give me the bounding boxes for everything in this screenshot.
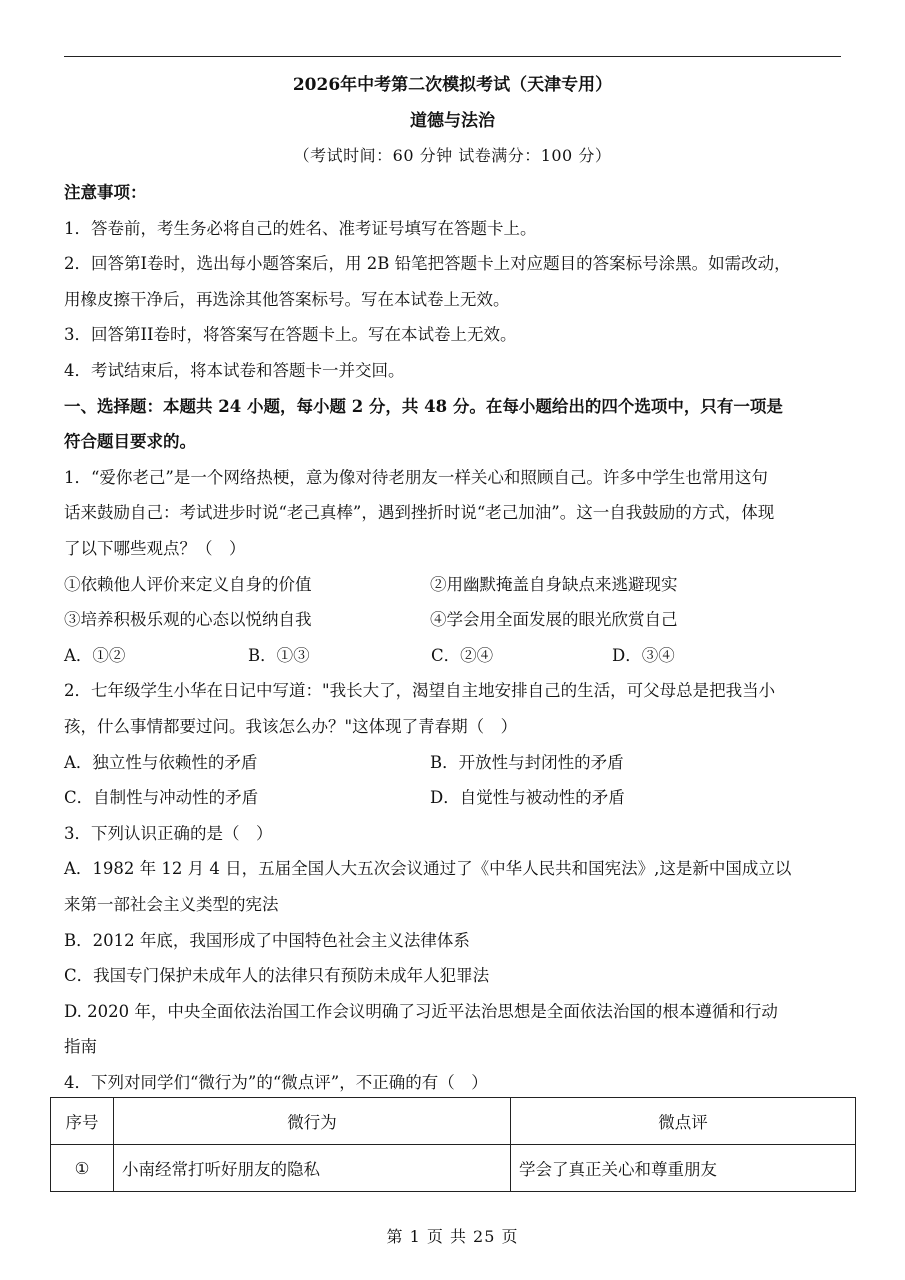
exam-meta: （考试时间：60 分钟 试卷满分：100 分） — [293, 146, 612, 165]
page-footer: 第 1 页 共 25 页 — [386, 1227, 519, 1246]
q2-option-c[interactable]: C．自制性与冲动性的矛盾 — [64, 788, 259, 807]
q2-option-a[interactable]: A．独立性与依赖性的矛盾 — [64, 753, 258, 772]
q1-statement: ③培养积极乐观的心态以悦纳自我 — [64, 610, 312, 629]
q1-stem: 了以下哪些观点？（ ） — [64, 539, 246, 558]
notice-item: 3．回答第II卷时，将答案写在答题卡上。写在本试卷上无效。 — [64, 325, 517, 344]
q3-option-d[interactable]: D. 2020 年，中央全面依法治国工作会议明确了习近平法治思想是全面依法治国的根本遵循和行动 — [64, 1002, 778, 1021]
q3-option-a-cont: 来第一部社会主义类型的宪法 — [64, 895, 279, 914]
col-header-comment: 微点评 — [511, 1098, 856, 1145]
section-heading: 一、选择题：本题共 24 小题，每小题 2 分，共 48 分。在每小题给出的四个选项中，只有一项是 — [64, 397, 783, 416]
col-header-index: 序号 — [51, 1098, 114, 1145]
subject-title: 道德与法治 — [410, 111, 495, 131]
table-header-row — [51, 1098, 856, 1145]
notice-item: 4．考试结束后，将本试卷和答题卡一并交回。 — [64, 361, 405, 380]
row-behavior: 小南经常打听好朋友的隐私 — [114, 1145, 511, 1192]
q2-option-b[interactable]: B．开放性与封闭性的矛盾 — [430, 753, 624, 772]
q3-stem: 3．下列认识正确的是（ ） — [64, 824, 273, 843]
q1-option-b[interactable]: B．①③ — [248, 646, 310, 665]
q1-statement: ①依赖他人评价来定义自身的价值 — [64, 575, 312, 594]
q1-statement: ④学会用全面发展的眼光欣赏自己 — [430, 610, 678, 629]
q2-stem: 2．七年级学生小华在日记中写道："我长大了，渴望自主地安排自己的生活，可父母总是把我当小 — [64, 681, 776, 700]
top-rule — [64, 56, 841, 57]
q4-stem: 4．下列对同学们“微行为”的“微点评”，不正确的有（ ） — [64, 1073, 488, 1092]
q3-option-c[interactable]: C．我国专门保护未成年人的法律只有预防未成年人犯罪法 — [64, 966, 490, 985]
notice-item: 用橡皮擦干净后，再选涂其他答案标号。写在本试卷上无效。 — [64, 290, 510, 309]
q3-option-a[interactable]: A．1982 年 12 月 4 日，五届全国人大五次会议通过了《中华人民共和国宪法》,这是新中国成立以 — [64, 859, 792, 878]
notice-item: 2．回答第I卷时，选出每小题答案后，用 2B 铅笔把答题卡上对应题目的答案标号涂黑。如需改动， — [64, 254, 791, 273]
q2-option-d[interactable]: D．自觉性与被动性的矛盾 — [430, 788, 625, 807]
q1-option-c[interactable]: C．②④ — [431, 646, 494, 665]
q1-stem: 1．“爱你老己”是一个网络热梗，意为像对待老朋友一样关心和照顾自己。许多中学生也常用这句 — [64, 468, 768, 487]
q3-option-b[interactable]: B．2012 年底，我国形成了中国特色社会主义法律体系 — [64, 931, 470, 950]
q4-table — [50, 1097, 856, 1192]
exam-title: 2026年中考第二次模拟考试（天津专用） — [292, 75, 613, 95]
col-header-behavior: 微行为 — [114, 1098, 511, 1145]
notice-item: 1．答卷前，考生务必将自己的姓名、准考证号填写在答题卡上。 — [64, 219, 537, 238]
row-index: ① — [51, 1145, 114, 1192]
q1-statement: ②用幽默掩盖自身缺点来逃避现实 — [430, 575, 678, 594]
table-row — [51, 1145, 856, 1192]
section-heading-cont: 符合题目要求的。 — [64, 432, 196, 451]
row-comment: 学会了真正关心和尊重朋友 — [511, 1145, 856, 1192]
q1-option-a[interactable]: A．①② — [64, 646, 126, 665]
q1-option-d[interactable]: D．③④ — [612, 646, 675, 665]
q1-stem: 话来鼓励自己：考试进步时说“老己真棒”，遇到挫折时说“老己加油”。这一自我鼓励的方式，体现 — [64, 503, 775, 522]
q3-option-d-cont: 指南 — [64, 1037, 97, 1056]
notice-heading: 注意事项： — [64, 183, 147, 202]
q2-stem: 孩，什么事情都要过问。我该怎么办？"这体现了青春期（ ） — [64, 717, 518, 736]
